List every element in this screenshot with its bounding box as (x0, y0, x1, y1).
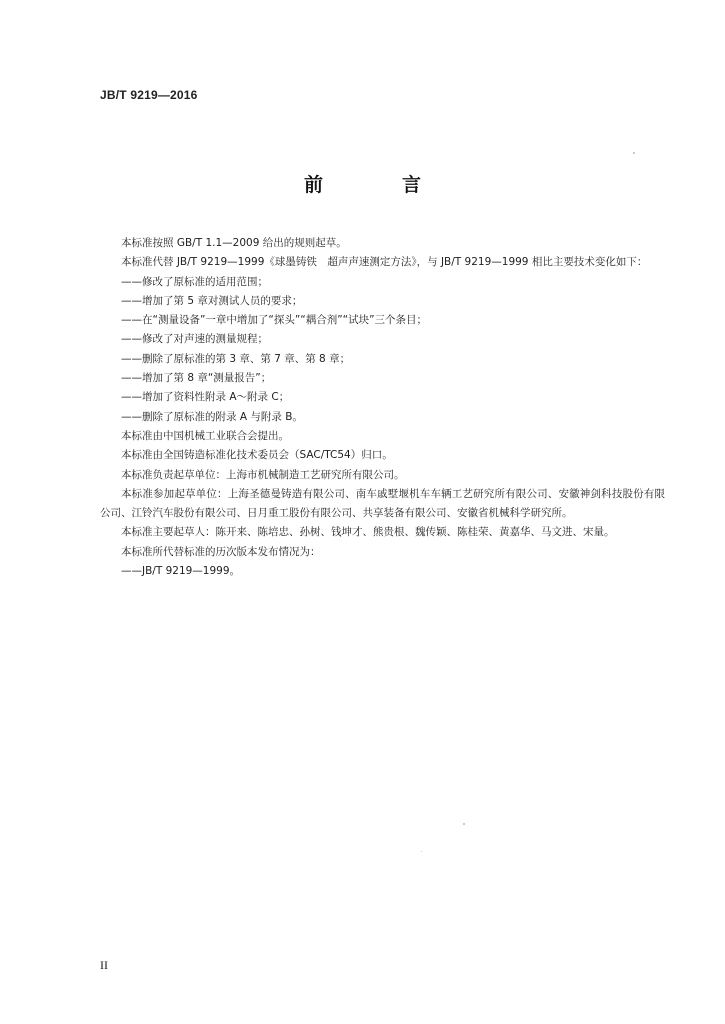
foreword-body (100, 234, 665, 581)
change-list-item: ——删除了原标准的附录 A 与附录 B。 (121, 410, 303, 423)
body-paragraph: 本标准按照 GB/T 1.1—2009 给出的规则起草。 (121, 237, 347, 249)
change-list-item: ——删除了原标准的第 3 章、第 7 章、第 8 章； (121, 352, 351, 365)
change-list-item: ——在“测量设备”一章中增加了“探头”“耦合剂”“试块”三个条目； (121, 314, 428, 327)
change-list-item: ——增加了资料性附录 A～附录 C； (121, 391, 290, 404)
change-list-item: ——修改了对声速的测量规程； (121, 333, 268, 346)
body-paragraph: 本标准主要起草人：陈开来、陈培忠、孙树、钱坤才、熊贵根、魏传颖、陈桂荣、黄嘉华、马文进、宋量。 (121, 526, 615, 539)
scan-speck (633, 152, 635, 154)
body-paragraph: 本标准代替 JB/T 9219—1999《球墨铸铁 超声声速测定方法》，与 JB/T 9219—1999 相比主要技术变化如下： (121, 256, 648, 269)
page-title: 前 言 (303, 174, 451, 196)
change-list-item: ——增加了第 8 章“测量报告”； (121, 372, 272, 385)
change-list-item: ——修改了原标准的适用范围； (121, 275, 268, 288)
body-paragraph: 本标准所代替标准的历次版本发布情况为： (121, 545, 321, 558)
change-list-item: ——JB/T 9219—1999。 (121, 565, 241, 578)
body-paragraph: 本标准由全国铸造标准化技术委员会（SAC/TC54）归口。 (121, 449, 393, 462)
scan-speck (463, 823, 465, 825)
body-paragraph: 本标准由中国机械工业联合会提出。 (121, 429, 289, 442)
standard-code-header: JB/T 9219—2016 (100, 88, 198, 102)
change-list-item: ——增加了第 5 章对测试人员的要求； (121, 294, 303, 307)
body-paragraph: 本标准负责起草单位：上海市机械制造工艺研究所有限公司。 (121, 468, 405, 481)
body-paragraph: 本标准参加起草单位：上海圣德曼铸造有限公司、南车戚墅堰机车车辆工艺研究所有限公司、安徽神剑科技股份有限公司、江铃汽车股份有限公司、日月重工股份有限公司、共享装备有限公司、安徽省机械科学研究所。 (100, 487, 665, 520)
scan-speck (421, 851, 422, 852)
page-number: II (100, 958, 108, 972)
